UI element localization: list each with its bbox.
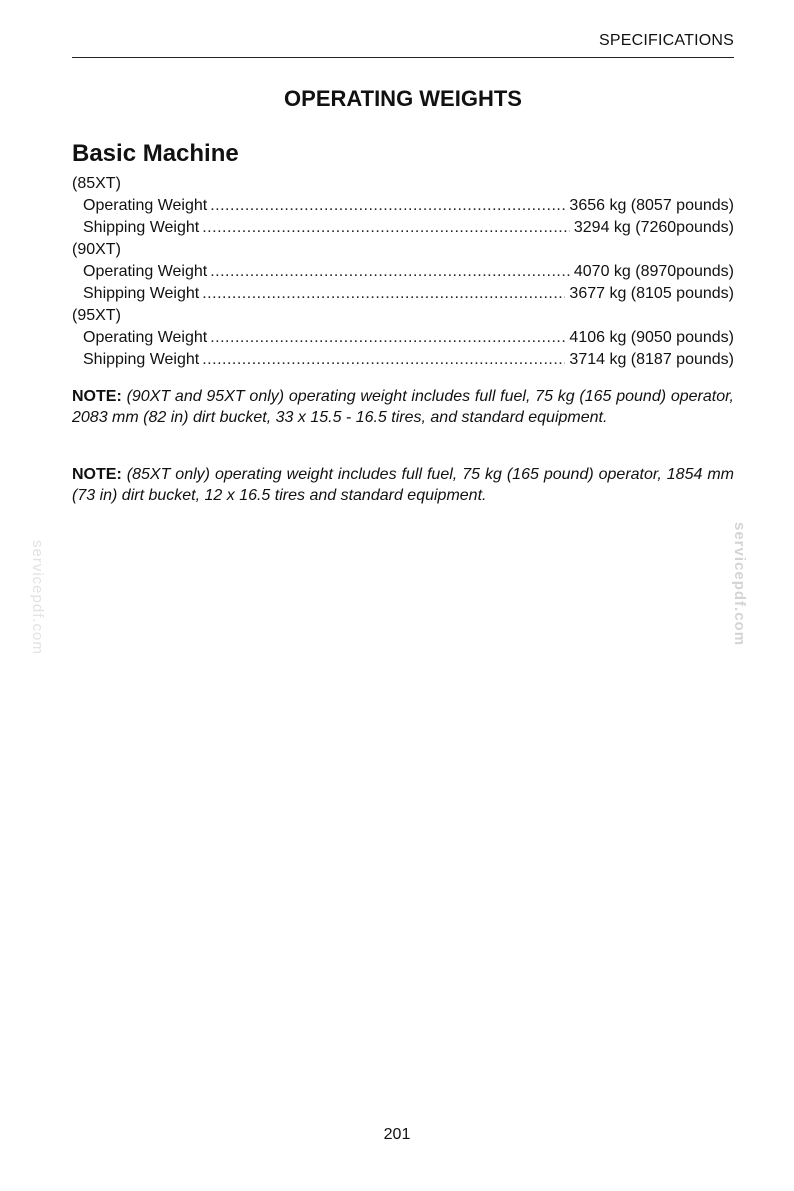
page-title: OPERATING WEIGHTS [284,86,522,111]
spec-label: Operating Weight [83,197,208,214]
page-number: 201 [383,1126,411,1143]
spec-row-90xt-shipping [72,283,734,305]
spec-row-95xt-shipping [72,349,734,371]
watermark-right: servicepdf.com [731,522,748,647]
dot-leader [210,261,570,283]
spec-label: Operating Weight [83,329,208,346]
spec-value: 4106 kg (9050 pounds) [569,329,734,346]
model-label-90xt: (90XT) [72,241,121,258]
spec-label: Shipping Weight [83,285,200,302]
spec-value: 3656 kg (8057 pounds) [569,197,734,214]
note-prefix: NOTE: [72,466,122,483]
spec-row-85xt-operating [72,195,734,217]
spec-row-90xt-operating [72,261,734,283]
dot-leader [202,283,565,305]
model-label-95xt: (95XT) [72,307,121,324]
header-divider [72,57,734,58]
dot-leader [202,349,565,371]
dot-leader [202,217,570,239]
note-paragraph [72,464,734,506]
spec-row-95xt-operating [72,327,734,349]
note-paragraph [72,386,734,428]
spec-label: Shipping Weight [83,219,200,236]
note-text: (90XT and 95XT only) operating weight includes full fuel, 75 kg (165 pound) operator, 2083 mm (82 in) dirt bucket, 33 x 15.5 - 16.5 tires, and standard equipment. [72,388,734,426]
watermark-left: servicepdf.com [29,540,46,655]
weights-spec-list [72,173,734,371]
note-text: (85XT only) operating weight includes full fuel, 75 kg (165 pound) operator, 1854 mm (73 in) dirt bucket, 12 x 16.5 tires and standard equipment. [72,466,734,504]
section-heading: Basic Machine [72,140,239,167]
spec-label: Shipping Weight [83,351,200,368]
spec-value: 3677 kg (8105 pounds) [569,285,734,302]
spec-value: 3714 kg (8187 pounds) [569,351,734,368]
spec-value: 4070 kg (8970pounds) [573,263,734,280]
model-label-85xt: (85XT) [72,175,121,192]
running-header: SPECIFICATIONS [599,32,734,49]
note-prefix: NOTE: [72,388,122,405]
spec-label: Operating Weight [83,263,208,280]
spec-value: 3294 kg (7260pounds) [573,219,734,236]
dot-leader [210,327,565,349]
dot-leader [210,195,565,217]
spec-row-85xt-shipping [72,217,734,239]
